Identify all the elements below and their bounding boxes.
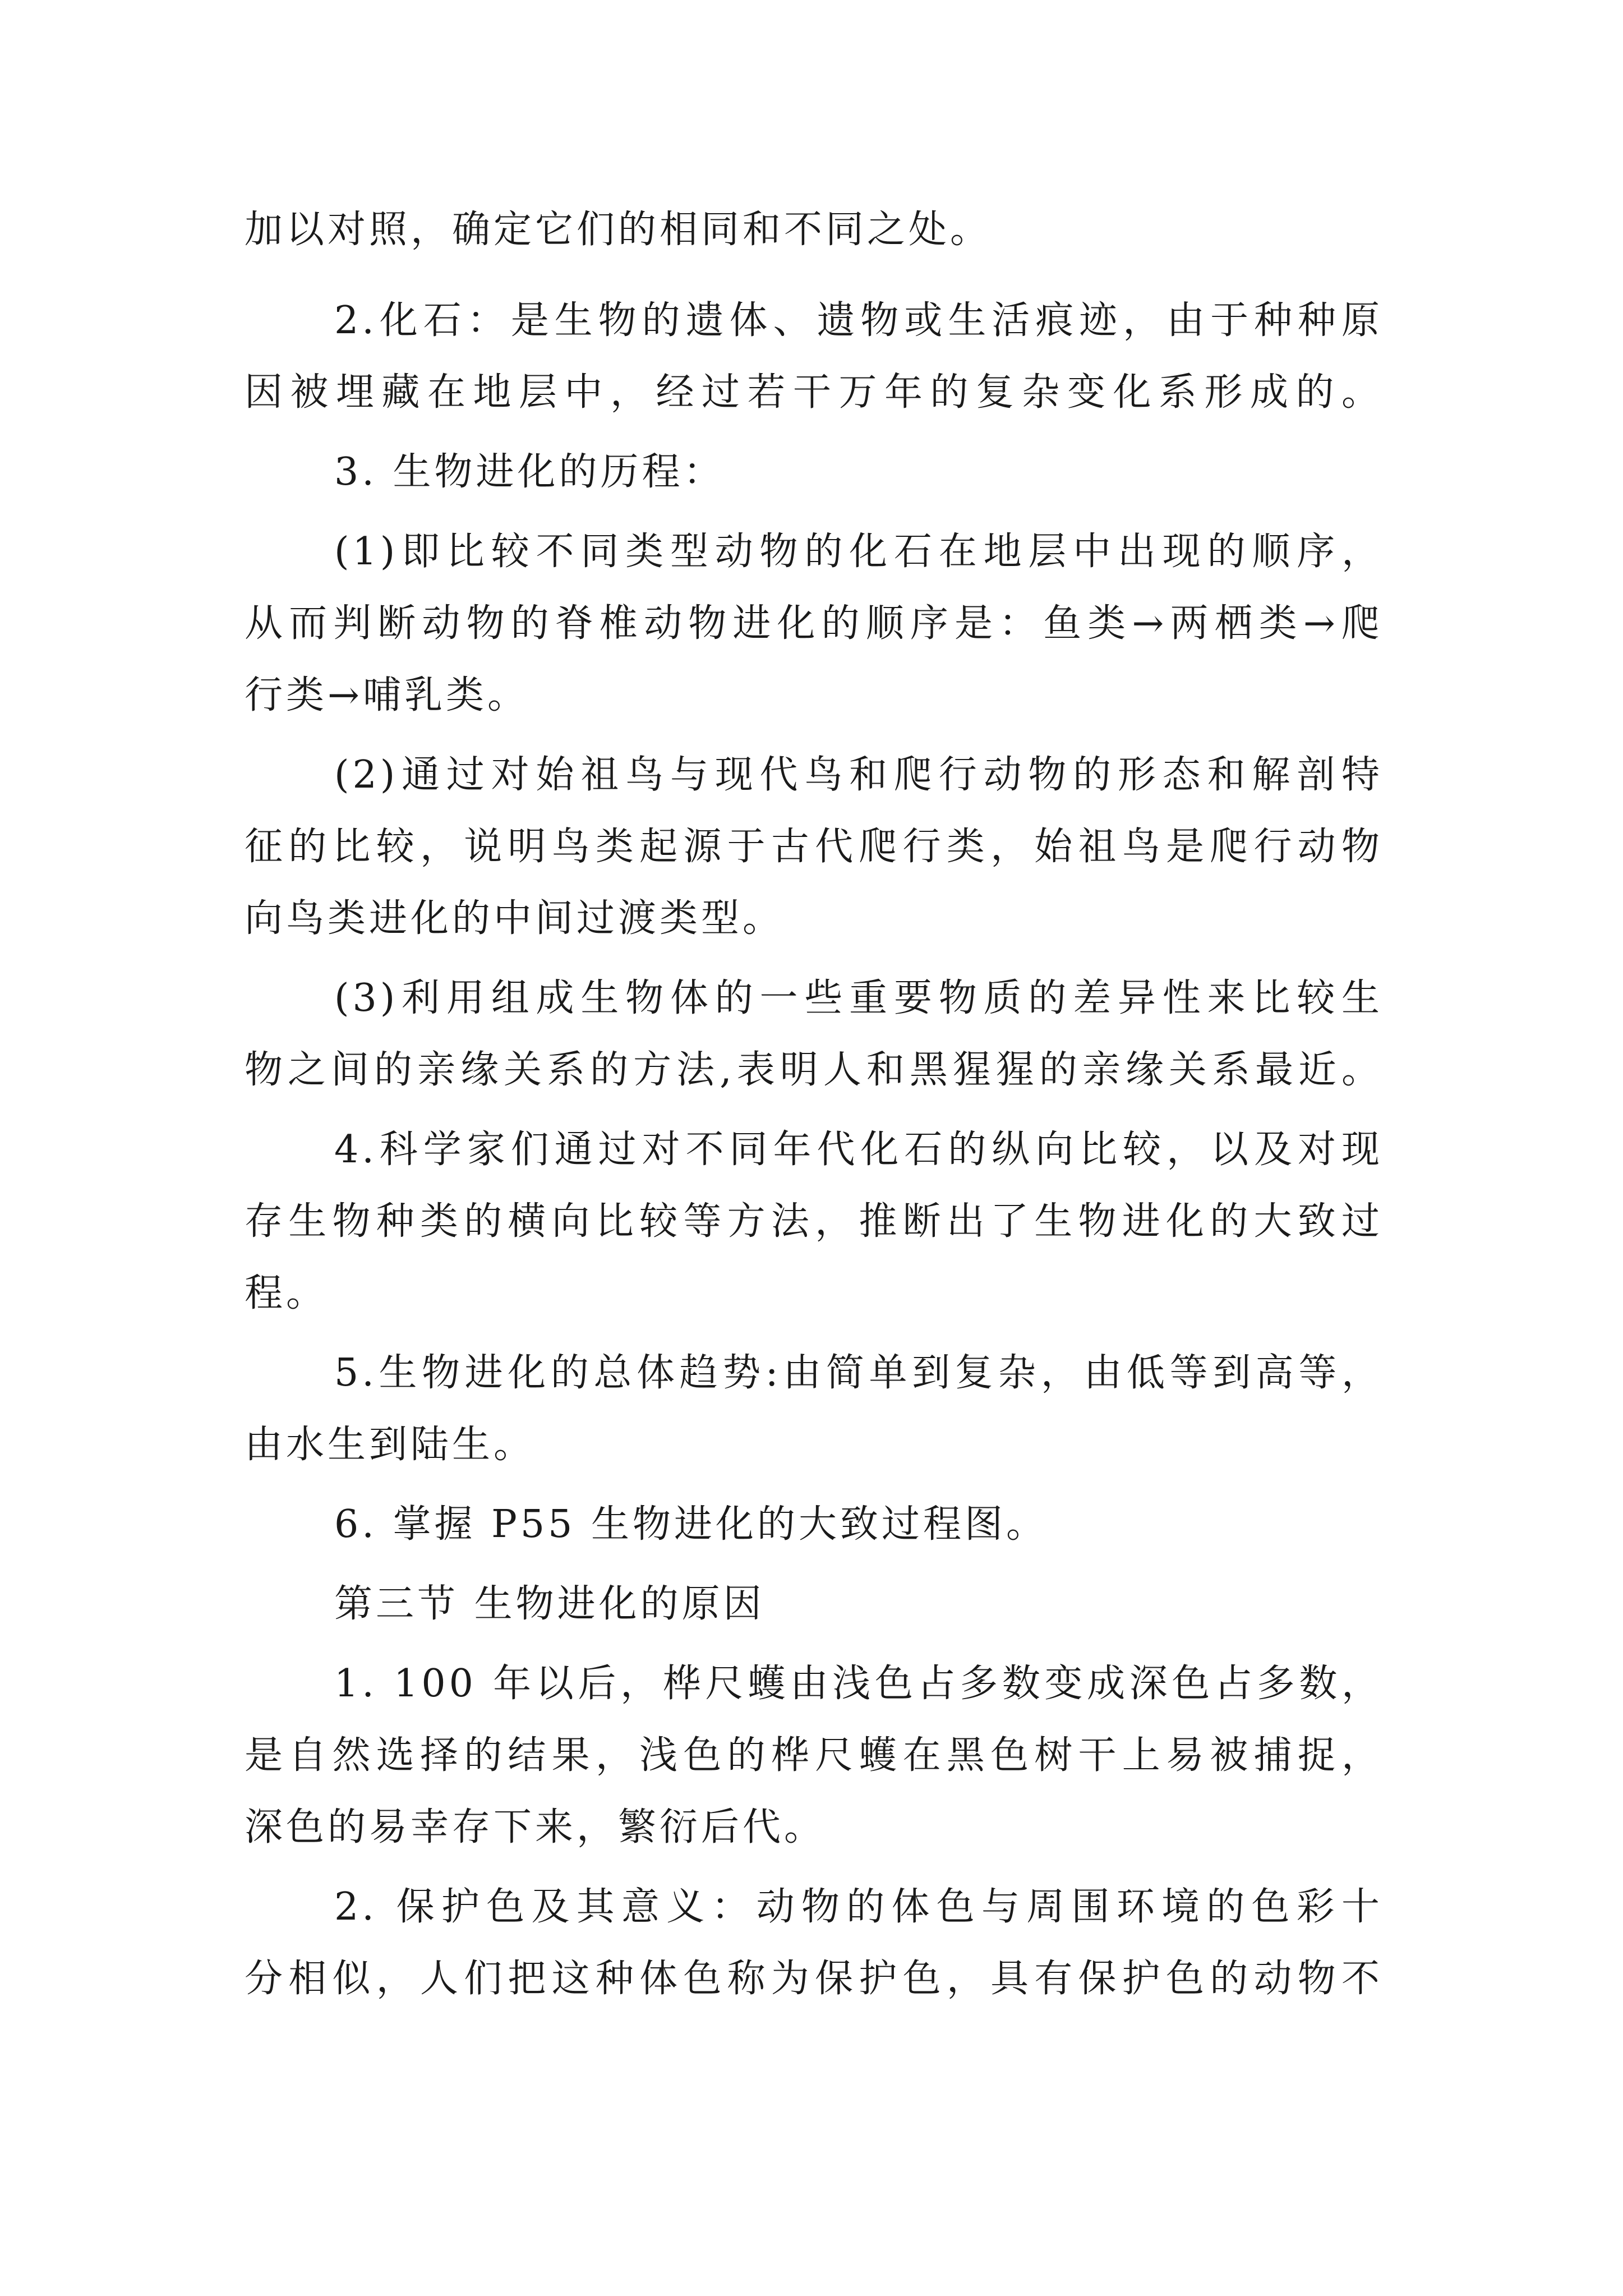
text-line: 5.生物进化的总体趋势:由简单到复杂，由低等到高等， <box>334 1351 1383 1395</box>
text-line: 行类→哺乳类。 <box>245 673 529 717</box>
text-line: 向鸟类进化的中间过渡类型。 <box>245 896 785 941</box>
text-line: 因被埋藏在地层中，经过若干万年的复杂变化系形成的。 <box>245 370 1383 415</box>
text-line: 物之间的亲缘关系的方法,表明人和黑猩猩的亲缘关系最近。 <box>245 1048 1383 1092</box>
text-line: 是自然选择的结果，浅色的桦尺蠖在黑色树干上易被捕捉， <box>245 1733 1383 1778</box>
text-line: 由水生到陆生。 <box>245 1423 536 1467</box>
text-line: 3. 生物进化的历程： <box>334 450 725 494</box>
text-line: 征的比较，说明鸟类起源于古代爬行类，始祖鸟是爬行动物 <box>245 825 1383 869</box>
text-line: 1. 100 年以后，桦尺蠖由浅色占多数变成深色占多数， <box>334 1662 1383 1706</box>
text-line: 加以对照，确定它们的相同和不同之处。 <box>245 208 992 252</box>
text-line: 2. 保护色及其意义：动物的体色与周围环境的色彩十 <box>334 1885 1383 1929</box>
text-line: 深色的易幸存下来，繁衍后代。 <box>245 1805 826 1849</box>
section-heading: 第三节 生物进化的原因 <box>334 1582 765 1626</box>
text-line: 存生物种类的横向比较等方法，推断出了生物进化的大致过 <box>245 1199 1383 1244</box>
text-line: (3)利用组成生物体的一些重要物质的差异性来比较生 <box>334 976 1383 1020</box>
text-line: 6. 掌握 P55 生物进化的大致过程图。 <box>334 1502 1048 1547</box>
text-line: (2)通过对始祖鸟与现代鸟和爬行动物的形态和解剖特 <box>334 753 1383 797</box>
text-line: 2.化石：是生物的遗体、遗物或生活痕迹，由于种种原 <box>334 298 1383 343</box>
text-line: 从而判断动物的脊椎动物进化的顺序是：鱼类→两栖类→爬 <box>245 601 1383 646</box>
text-line: 分相似，人们把这种体色称为保护色，具有保护色的动物不 <box>245 1957 1383 2001</box>
text-line: (1)即比较不同类型动物的化石在地层中出现的顺序， <box>334 530 1383 574</box>
text-line: 4.科学家们通过对不同年代化石的纵向比较，以及对现 <box>334 1128 1383 1172</box>
text-line: 程。 <box>245 1271 328 1315</box>
